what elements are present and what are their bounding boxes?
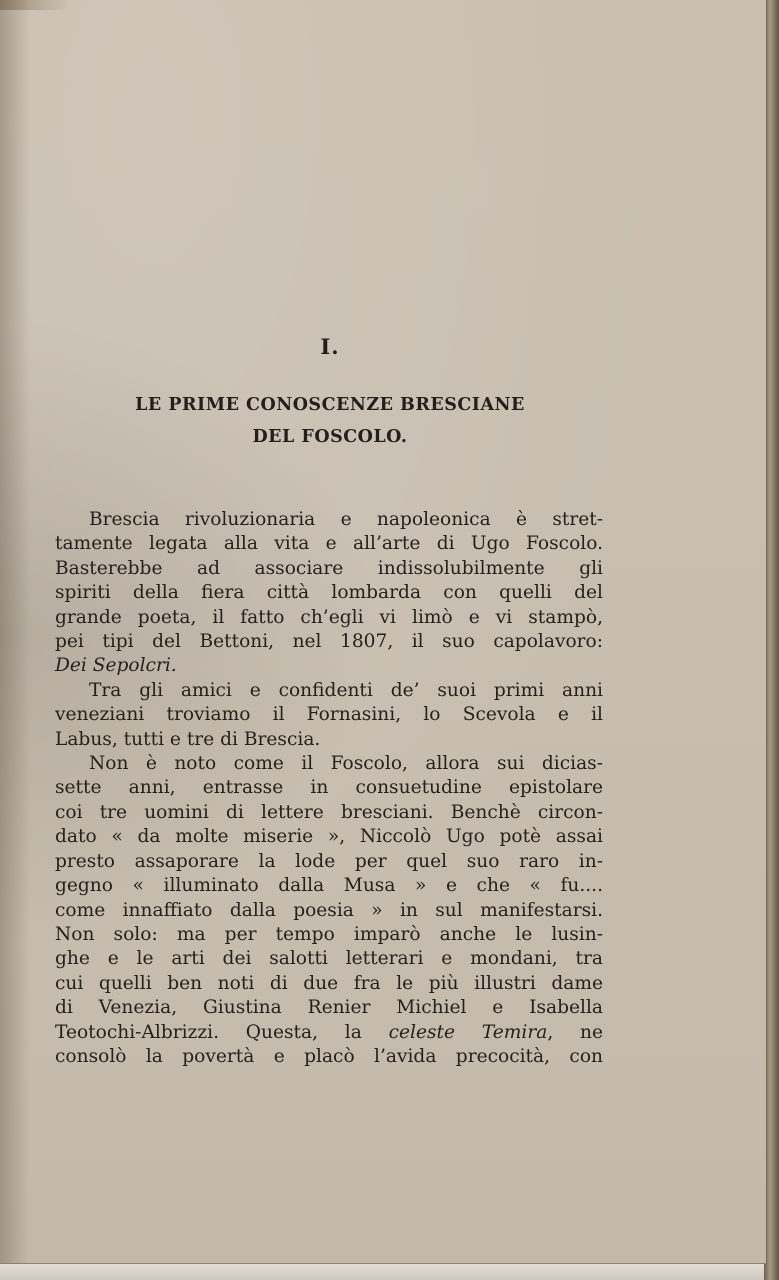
text-line: consolò la povertà e placò l’avida precocità, con <box>55 1045 603 1067</box>
chapter-title-line: DEL FOSCOLO. <box>252 427 408 447</box>
text-fragment: Teotochi-Albrizzi. Questa, la <box>55 1021 389 1043</box>
italic-phrase: celeste Temira <box>388 1021 548 1043</box>
underlying-page-edge <box>0 1262 766 1280</box>
text-line: tamente legata alla vita e all’arte di Ugo Foscolo. <box>55 533 603 555</box>
text-line-italic-title <box>55 654 603 678</box>
text-line: Tra gli amici e confidenti de’ suoi primi anni <box>89 679 603 701</box>
text-line: gegno « illuminato dalla Musa » e che « fu.... <box>55 875 603 897</box>
text-line: presto assaporare la lode per quel suo raro in- <box>55 850 603 872</box>
text-line: Non è noto come il Foscolo, allora sui dicias- <box>89 753 603 775</box>
text-line: Labus, tutti e tre di Brescia. <box>55 728 321 750</box>
text-line: grande poeta, il fatto ch’egli vi limò e vi stampò, <box>55 606 603 628</box>
italic-work-title: Dei Sepolcri. <box>55 655 177 677</box>
text-line: Brescia rivoluzionaria e napoleonica è stret- <box>89 509 603 530</box>
text-line: veneziani troviamo il Fornasini, lo Scevola e il <box>55 704 603 726</box>
text-line: di Venezia, Giustina Renier Michiel e Isabella <box>55 997 603 1019</box>
chapter-title-line: LE PRIME CONOSCENZE BRESCIANE <box>135 395 525 415</box>
body-text <box>55 508 603 1069</box>
text-line: come innaffiato dalla poesia » in sul manifestarsi. <box>55 899 603 921</box>
chapter-number: I. <box>320 334 340 359</box>
page-shadow <box>0 0 30 1263</box>
text-fragment: , ne <box>547 1021 603 1043</box>
text-line-with-italic <box>55 1021 603 1045</box>
text-line: coi tre uomini di lettere bresciani. Benchè circon- <box>55 801 603 823</box>
text-line: Basterebbe ad associare indissolubilmente gli <box>55 557 603 579</box>
text-line: Non solo: ma per tempo imparò anche le lusin- <box>55 923 603 945</box>
text-line: sette anni, entrasse in consuetudine epistolare <box>55 777 603 799</box>
text-line: spiriti della fiera città lombarda con quelli del <box>55 582 603 604</box>
chapter-title <box>80 389 580 453</box>
text-line: cui quelli ben noti di due fra le più illustri dame <box>55 972 603 994</box>
text-line: dato « da molte miserie », Niccolò Ugo potè assai <box>55 826 603 848</box>
text-line: ghe e le arti dei salotti letterari e mondani, tra <box>55 948 603 970</box>
text-line: pei tipi del Bettoni, nel 1807, il suo capolavoro: <box>55 631 603 653</box>
